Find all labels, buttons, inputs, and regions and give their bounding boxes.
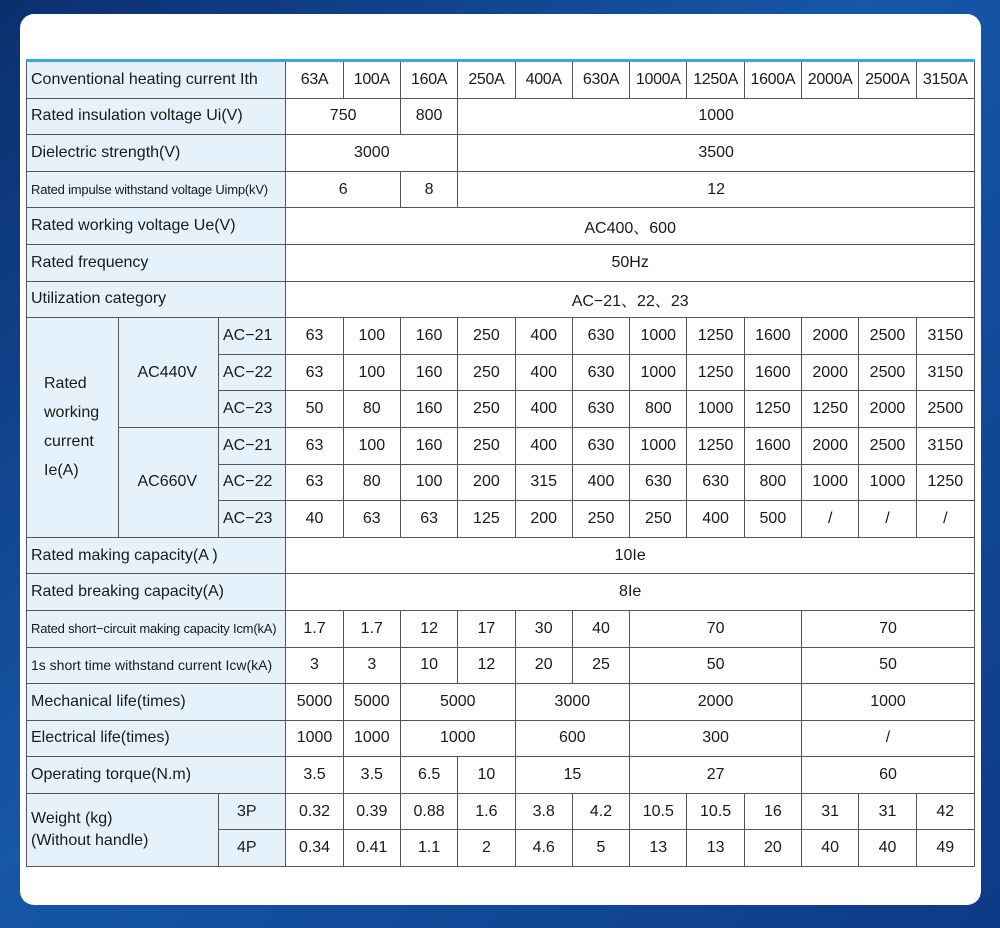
value-cell: 315 — [515, 464, 572, 501]
value-cell: 70 — [802, 610, 975, 647]
value-cell: 2000 — [802, 318, 859, 355]
value-cell: 630 — [572, 354, 629, 391]
label-utilization: Utilization category — [27, 281, 286, 318]
value-cell: 2500 — [859, 354, 916, 391]
value-cell: 1000 — [630, 318, 687, 355]
value-cell: 160 — [400, 354, 457, 391]
rating-cell: 100A — [343, 62, 400, 98]
value-cell: 1250 — [916, 464, 974, 501]
value-cell: 3000 — [286, 135, 458, 172]
row-weight-3p — [27, 793, 975, 830]
rating-cell: 160A — [400, 62, 457, 98]
row-dielectric — [27, 135, 975, 172]
label-weight-line2: (Without handle) — [31, 831, 149, 849]
value-cell: 40 — [286, 501, 343, 538]
label-weight-line1: Weight (kg) — [31, 809, 113, 827]
rating-cell: 250A — [458, 62, 515, 98]
value-cell: 31 — [859, 793, 916, 830]
label-mech-life: Mechanical life(times) — [27, 684, 286, 721]
value-cell: 1.7 — [286, 610, 343, 647]
value-cell: 3.8 — [515, 793, 572, 830]
value-cell: 63 — [286, 354, 343, 391]
value-cell: 60 — [802, 757, 975, 794]
value-cell: 1250 — [802, 391, 859, 428]
rating-cell: 2000A — [802, 62, 859, 98]
value-cell: 200 — [515, 501, 572, 538]
value-cell: 3 — [286, 647, 343, 684]
row-insulation — [27, 98, 975, 135]
value-cell: 400 — [515, 354, 572, 391]
rating-cell: 630A — [572, 62, 629, 98]
row-current-660-ac21 — [27, 427, 975, 464]
value-cell: 2500 — [916, 391, 974, 428]
value-cell: 12 — [458, 647, 515, 684]
value-cell: 16 — [744, 793, 801, 830]
value-cell: 630 — [572, 318, 629, 355]
value-cell: 2000 — [630, 684, 802, 721]
value-cell: 160 — [400, 318, 457, 355]
value-cell: 250 — [458, 318, 515, 355]
value-cell: 1000 — [802, 464, 859, 501]
category-cell: AC−22 — [219, 464, 286, 501]
value-cell: 8Ie — [286, 574, 975, 611]
category-cell: AC−21 — [219, 318, 286, 355]
value-cell: 1600 — [744, 427, 801, 464]
value-cell: 3500 — [458, 135, 975, 172]
rating-cell: 3150A — [916, 62, 974, 98]
value-cell: 6 — [286, 171, 401, 208]
value-cell: 40 — [859, 830, 916, 867]
row-breaking — [27, 574, 975, 611]
category-cell: AC−23 — [219, 391, 286, 428]
value-cell: 3000 — [515, 684, 630, 721]
value-cell: 80 — [343, 464, 400, 501]
value-cell: 800 — [400, 98, 457, 135]
value-cell: 63 — [286, 427, 343, 464]
value-cell: 25 — [572, 647, 629, 684]
value-cell: 1.6 — [458, 793, 515, 830]
value-cell: 100 — [400, 464, 457, 501]
value-cell: 2000 — [859, 391, 916, 428]
value-cell: 3.5 — [286, 757, 343, 794]
value-cell: 2000 — [802, 427, 859, 464]
value-cell: 15 — [515, 757, 630, 794]
value-cell: 10.5 — [630, 793, 687, 830]
value-cell: 3 — [343, 647, 400, 684]
value-cell: 2500 — [859, 427, 916, 464]
value-cell: 50 — [286, 391, 343, 428]
value-cell: 630 — [572, 427, 629, 464]
value-cell: 630 — [630, 464, 687, 501]
value-cell: 1000 — [343, 720, 400, 757]
value-cell: 27 — [630, 757, 802, 794]
value-cell: 1600 — [744, 318, 801, 355]
value-cell: 3150 — [916, 318, 974, 355]
value-cell: 10 — [458, 757, 515, 794]
label-weight — [27, 793, 219, 866]
category-cell: AC−21 — [219, 427, 286, 464]
value-cell: 1000 — [458, 98, 975, 135]
value-cell: 4.2 — [572, 793, 629, 830]
row-short-circuit — [27, 610, 975, 647]
value-cell: 1000 — [630, 427, 687, 464]
rating-cell: 2500A — [859, 62, 916, 98]
value-cell: 400 — [515, 391, 572, 428]
label-short-time: 1s short time withstand current Icw(kA) — [27, 647, 286, 684]
value-cell: / — [916, 501, 974, 538]
label-torque: Operating torque(N.m) — [27, 757, 286, 794]
value-cell: 63 — [286, 464, 343, 501]
row-impulse — [27, 171, 975, 208]
value-cell: 3.5 — [343, 757, 400, 794]
label-impulse: Rated impulse withstand voltage Uimp(kV) — [27, 171, 286, 208]
value-cell: 600 — [515, 720, 630, 757]
row-making — [27, 537, 975, 574]
value-cell: 50Hz — [286, 244, 975, 281]
value-cell: 1600 — [744, 354, 801, 391]
value-cell: / — [802, 501, 859, 538]
label-breaking: Rated breaking capacity(A) — [27, 574, 286, 611]
value-cell: 70 — [630, 610, 802, 647]
value-cell: AC−21、22、23 — [286, 281, 975, 318]
row-working-voltage — [27, 208, 975, 245]
rating-cell: 400A — [515, 62, 572, 98]
value-cell: 250 — [458, 391, 515, 428]
spec-card — [20, 14, 981, 905]
value-cell: 1250 — [687, 427, 744, 464]
label-insulation: Rated insulation voltage Ui(V) — [27, 98, 286, 135]
label-dielectric: Dielectric strength(V) — [27, 135, 286, 172]
category-cell: AC−23 — [219, 501, 286, 538]
value-cell: 13 — [630, 830, 687, 867]
row-heating-current — [27, 62, 975, 98]
row-frequency — [27, 244, 975, 281]
value-cell: 20 — [744, 830, 801, 867]
value-cell: 500 — [744, 501, 801, 538]
row-utilization — [27, 281, 975, 318]
value-cell: 400 — [572, 464, 629, 501]
value-cell: 63 — [286, 318, 343, 355]
value-cell: 125 — [458, 501, 515, 538]
value-cell: 630 — [572, 391, 629, 428]
value-cell: 200 — [458, 464, 515, 501]
value-cell: 12 — [400, 610, 457, 647]
rating-cell: 1600A — [744, 62, 801, 98]
value-cell: 1.1 — [400, 830, 457, 867]
label-elec-life: Electrical life(times) — [27, 720, 286, 757]
value-cell: 750 — [286, 98, 401, 135]
value-cell: 250 — [458, 427, 515, 464]
value-cell: 20 — [515, 647, 572, 684]
category-cell: AC−22 — [219, 354, 286, 391]
value-cell: 5 — [572, 830, 629, 867]
value-cell: 3150 — [916, 354, 974, 391]
value-cell: 400 — [515, 427, 572, 464]
row-electrical-life — [27, 720, 975, 757]
value-cell: 30 — [515, 610, 572, 647]
value-cell: 1250 — [687, 318, 744, 355]
value-cell: 1000 — [687, 391, 744, 428]
value-cell: 1000 — [630, 354, 687, 391]
value-cell: 17 — [458, 610, 515, 647]
value-cell: 0.88 — [400, 793, 457, 830]
label-short-circuit: Rated short−circuit making capacity Icm(kA) — [27, 610, 286, 647]
value-cell: 250 — [458, 354, 515, 391]
value-cell: 100 — [343, 427, 400, 464]
value-cell: 0.39 — [343, 793, 400, 830]
rating-cell: 1000A — [630, 62, 687, 98]
value-cell: 2 — [458, 830, 515, 867]
value-cell: 80 — [343, 391, 400, 428]
value-cell: 40 — [572, 610, 629, 647]
value-cell: 0.32 — [286, 793, 343, 830]
pole-3p: 3P — [219, 793, 286, 830]
value-cell: 250 — [572, 501, 629, 538]
value-cell: 400 — [687, 501, 744, 538]
label-heating: Conventional heating current Ith — [27, 62, 286, 98]
value-cell: 1000 — [400, 720, 515, 757]
value-cell: / — [859, 501, 916, 538]
label-working-voltage: Rated working voltage Ue(V) — [27, 208, 286, 245]
value-cell: 2500 — [859, 318, 916, 355]
value-cell: 31 — [802, 793, 859, 830]
value-cell: 400 — [515, 318, 572, 355]
pole-4p: 4P — [219, 830, 286, 867]
value-cell: 100 — [343, 354, 400, 391]
value-cell: 0.41 — [343, 830, 400, 867]
value-cell: 12 — [458, 171, 975, 208]
value-cell: 40 — [802, 830, 859, 867]
value-cell: 1250 — [687, 354, 744, 391]
value-cell: 1000 — [286, 720, 343, 757]
value-cell: 63 — [400, 501, 457, 538]
value-cell: 5000 — [343, 684, 400, 721]
value-cell: 42 — [916, 793, 974, 830]
value-cell: 1.7 — [343, 610, 400, 647]
value-cell: 10.5 — [687, 793, 744, 830]
value-cell: 0.34 — [286, 830, 343, 867]
value-cell: 6.5 — [400, 757, 457, 794]
label-rated-working-current: Rated working current Ie(A) — [27, 318, 119, 538]
value-cell: 5000 — [400, 684, 515, 721]
value-cell: 300 — [630, 720, 802, 757]
value-cell: 2000 — [802, 354, 859, 391]
value-cell: / — [802, 720, 975, 757]
row-mechanical-life — [27, 684, 975, 721]
value-cell: 8 — [400, 171, 457, 208]
value-cell: 10 — [400, 647, 457, 684]
label-ac660v: AC660V — [119, 427, 219, 537]
value-cell: AC400、600 — [286, 208, 975, 245]
spec-table — [26, 62, 975, 867]
value-cell: 63 — [343, 501, 400, 538]
row-short-time — [27, 647, 975, 684]
value-cell: 13 — [687, 830, 744, 867]
value-cell: 10Ie — [286, 537, 975, 574]
row-torque — [27, 757, 975, 794]
value-cell: 5000 — [286, 684, 343, 721]
value-cell: 800 — [630, 391, 687, 428]
value-cell: 4.6 — [515, 830, 572, 867]
label-making: Rated making capacity(A ) — [27, 537, 286, 574]
value-cell: 49 — [916, 830, 974, 867]
value-cell: 50 — [630, 647, 802, 684]
value-cell: 3150 — [916, 427, 974, 464]
row-current-440-ac21 — [27, 318, 975, 355]
value-cell: 100 — [343, 318, 400, 355]
value-cell: 1250 — [744, 391, 801, 428]
value-cell: 160 — [400, 427, 457, 464]
value-cell: 630 — [687, 464, 744, 501]
rating-cell: 1250A — [687, 62, 744, 98]
value-cell: 50 — [802, 647, 975, 684]
rating-cell: 63A — [286, 62, 343, 98]
value-cell: 250 — [630, 501, 687, 538]
value-cell: 1000 — [859, 464, 916, 501]
value-cell: 160 — [400, 391, 457, 428]
label-ac440v: AC440V — [119, 318, 219, 428]
label-frequency: Rated frequency — [27, 244, 286, 281]
value-cell: 800 — [744, 464, 801, 501]
value-cell: 1000 — [802, 684, 975, 721]
